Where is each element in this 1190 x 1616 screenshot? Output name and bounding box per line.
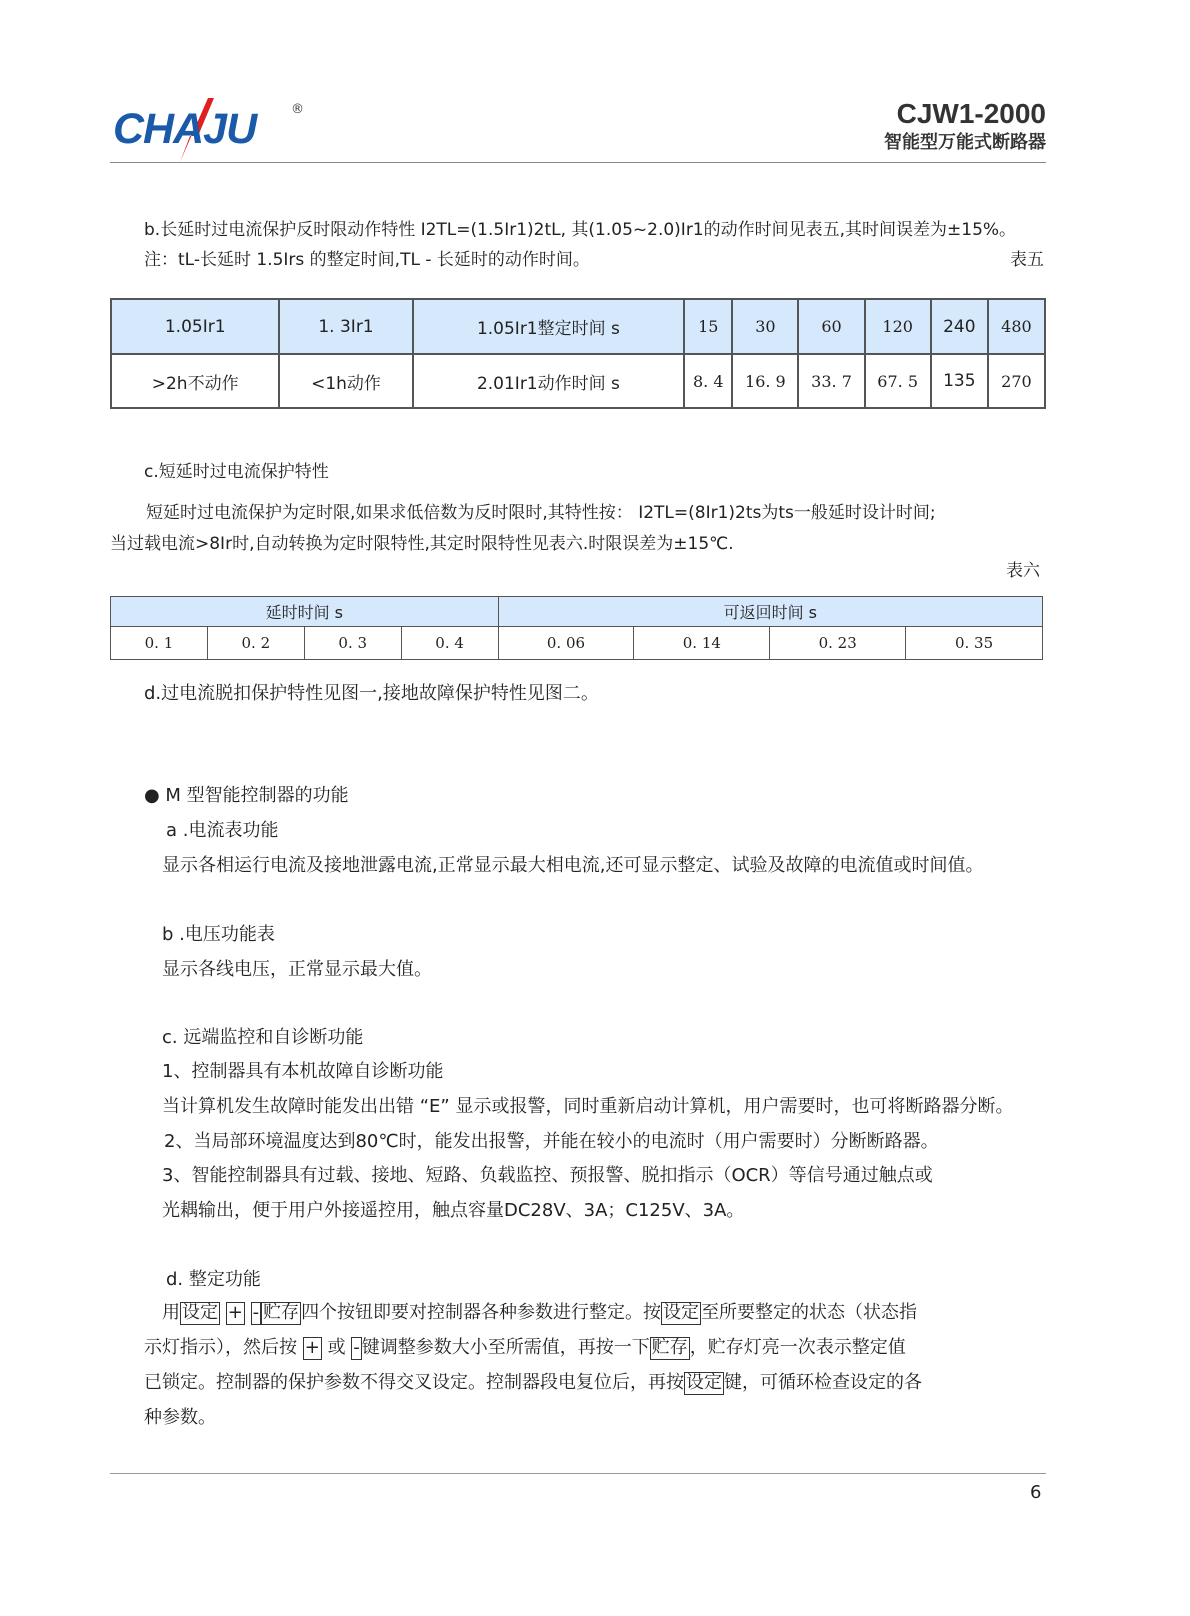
table-six-caption: 表六 xyxy=(1006,561,1040,581)
page-number: 6 xyxy=(1030,1482,1042,1503)
logo-text: CHAJU xyxy=(113,105,257,153)
function-a-heading: a .电流表功能 xyxy=(166,820,279,841)
table-cell: 135 xyxy=(931,354,988,408)
text-fragment: ，贮存灯亮一次表示整定值 xyxy=(689,1337,906,1358)
function-c-item-3: 3、智能控制器具有过载、接地、短路、负载监控、预报警、脱扣指示（OCR）等信号通过触点或 xyxy=(162,1165,933,1186)
function-d-paragraph-line-2 xyxy=(144,1337,906,1360)
function-d-heading: d. 整定功能 xyxy=(166,1269,261,1290)
table-cell: 1.05Ir1 xyxy=(111,299,279,354)
text-fragment: 键调整参数大小至所需值，再按一下 xyxy=(361,1337,650,1358)
function-c-item-1-text: 当计算机发生故障时能发出出错 “E” 显示或报警，同时重新启动计算机，用户需要时，也可将断路器分断。 xyxy=(162,1096,1014,1117)
function-c-heading: c. 远端监控和自诊断功能 xyxy=(162,1027,364,1048)
section-d-text: d.过电流脱扣保护特性见图一,接地故障保护特性见图二。 xyxy=(144,683,599,704)
section-c-text: 短延时过电流保护为定时限,如果求低倍数为反时限时,其特性按： I2TL=(8Ir1)2ts为ts一般延时设计时间; xyxy=(146,503,936,523)
m-functions-title: ● M 型智能控制器的功能 xyxy=(144,785,349,806)
set-key-label: 设定 xyxy=(182,1302,218,1323)
table-cell: 1. 3Ir1 xyxy=(279,299,412,354)
table-cell: 0. 23 xyxy=(770,627,906,660)
table-cell: 8. 4 xyxy=(684,354,732,408)
plus-key-label: + xyxy=(227,1302,243,1323)
table-cell: 480 xyxy=(988,299,1045,354)
text-fragment: 至所要整定的状态（状态指 xyxy=(701,1302,918,1323)
table-row xyxy=(111,299,1045,354)
text-fragment: 或 xyxy=(327,1337,346,1358)
text-fragment: 已锁定。控制器的保护参数不得交叉设定。控制器段电复位后，再按 xyxy=(144,1372,684,1393)
store-key-label: 贮存 xyxy=(651,1337,688,1358)
function-c-item-2: 2、当局部环境温度达到80℃时，能发出报警，并能在较小的电流时（用户需要时）分断断路器。 xyxy=(164,1131,939,1152)
text-fragment: 键，可循环检查设定的各 xyxy=(724,1372,922,1393)
table-cell: 0. 35 xyxy=(906,627,1043,660)
function-a-text: 显示各相运行电流及接地泄露电流,正常显示最大相电流,还可显示整定、试验及故障的电流值或时间值。 xyxy=(162,855,984,876)
table-five-caption: 表五 xyxy=(1010,250,1044,270)
table-cell: 0. 2 xyxy=(207,627,304,660)
function-d-paragraph-line-4: 种参数。 xyxy=(144,1407,216,1428)
table-cell: 270 xyxy=(988,354,1045,408)
table-cell: <1h动作 xyxy=(279,354,412,408)
table-cell: 0. 4 xyxy=(401,627,498,660)
table-row xyxy=(111,354,1045,408)
table-five xyxy=(110,298,1046,409)
function-d-paragraph-line-3 xyxy=(144,1372,922,1395)
set-key-label: 设定 xyxy=(686,1372,722,1393)
table-cell: >2h不动作 xyxy=(111,354,279,408)
table-six xyxy=(110,596,1043,660)
table-header-cell: 延时时间 s xyxy=(111,597,499,627)
table-header-row xyxy=(111,597,1043,627)
product-subtitle: 智能型万能式断路器 xyxy=(884,132,1046,153)
table-cell: 30 xyxy=(732,299,798,354)
table-cell: 2.01Ir1动作时间 s xyxy=(413,354,685,408)
table-cell: 33. 7 xyxy=(798,354,864,408)
function-b-text: 显示各线电压，正常显示最大值。 xyxy=(162,959,432,980)
registered-mark: ® xyxy=(291,102,304,117)
table-cell: 120 xyxy=(865,299,931,354)
function-d-paragraph-line-1 xyxy=(162,1302,917,1325)
table-cell: 16. 9 xyxy=(732,354,798,408)
table-cell: 67. 5 xyxy=(865,354,931,408)
table-row xyxy=(111,627,1043,660)
plus-key-label: + xyxy=(304,1337,320,1358)
function-b-heading: b .电压功能表 xyxy=(162,924,275,945)
table-cell: 0. 06 xyxy=(498,627,634,660)
function-c-item-1: 1、控制器具有本机故障自诊断功能 xyxy=(162,1061,444,1082)
table-cell: 15 xyxy=(684,299,732,354)
text-fragment: 用 xyxy=(162,1302,180,1323)
table-cell: 60 xyxy=(798,299,864,354)
table-cell: 240 xyxy=(931,299,988,354)
table-cell: 0. 1 xyxy=(111,627,208,660)
section-c-heading: c.短延时过电流保护特性 xyxy=(144,462,329,482)
text-fragment: 四个按钮即要对控制器各种参数进行整定。按 xyxy=(301,1302,662,1323)
function-c-item-3-cont: 光耦输出，便于用户外接遥控用，触点容量DC28V、3A；C125V、3A。 xyxy=(162,1200,745,1221)
header-divider xyxy=(110,162,1046,163)
text-fragment: 示灯指示），然后按 xyxy=(144,1337,297,1358)
table-cell: 1.05Ir1整定时间 s xyxy=(413,299,685,354)
section-b-text: b.长延时过电流保护反时限动作特性 I2TL=(1.5Ir1)2tL, 其(1.05~2.0)Ir1的动作时间见表五,其时间误差为±15%。 xyxy=(144,220,1017,240)
section-b-note: 注：tL-长延时 1.5Irs 的整定时间,TL - 长延时的动作时间。 xyxy=(144,250,590,270)
minus-key-label: - xyxy=(353,1337,360,1358)
minus-key-label: - xyxy=(252,1302,260,1323)
footer-divider xyxy=(110,1473,1046,1474)
model-number: CJW1-2000 xyxy=(896,98,1046,129)
table-cell: 0. 14 xyxy=(634,627,770,660)
table-header-cell: 可返回时间 s xyxy=(498,597,1042,627)
set-key-label: 设定 xyxy=(663,1302,700,1323)
store-key-label: 贮存 xyxy=(263,1302,300,1323)
section-c-text-2: 当过载电流>8Ir时,自动转换为定时限特性,其定时限特性见表六.时限误差为±15℃. xyxy=(110,534,734,554)
table-cell: 0. 3 xyxy=(304,627,401,660)
